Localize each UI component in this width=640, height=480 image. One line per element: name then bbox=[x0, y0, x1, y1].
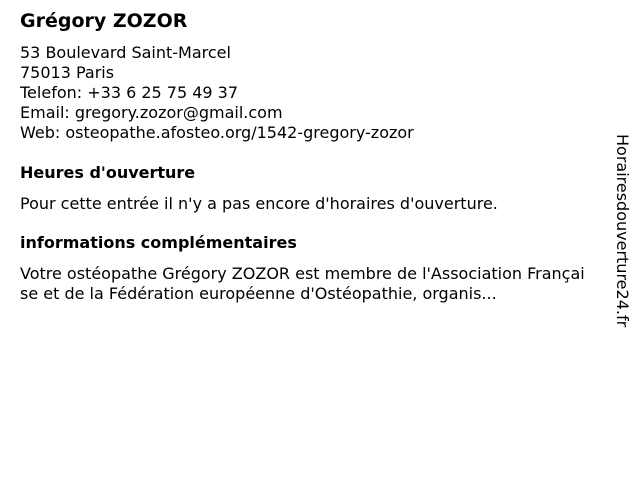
address-street: 53 Boulevard Saint-Marcel bbox=[20, 43, 231, 62]
website-url: Web: osteopathe.afosteo.org/1542-gregory-zozor bbox=[20, 123, 414, 142]
opening-hours-heading: Heures d'ouverture bbox=[20, 163, 196, 182]
site-brand-watermark: Horairesdouverture24.fr bbox=[613, 134, 632, 328]
opening-hours-text: Pour cette entrée il n'y a pas encore d'horaires d'ouverture. bbox=[20, 194, 498, 213]
address-city: 75013 Paris bbox=[20, 63, 115, 82]
phone-number: Telefon: +33 6 25 75 49 37 bbox=[20, 83, 239, 102]
business-name: Grégory ZOZOR bbox=[20, 10, 188, 32]
contact-block bbox=[20, 43, 414, 143]
email-address: Email: gregory.zozor@gmail.com bbox=[20, 103, 283, 122]
additional-info-text: Votre ostéopathe Grégory ZOZOR est membre de l'Association Française et de la Fédération européenne d'Ostéopathie, organis... bbox=[20, 264, 585, 303]
additional-info-heading: informations complémentaires bbox=[20, 233, 297, 252]
